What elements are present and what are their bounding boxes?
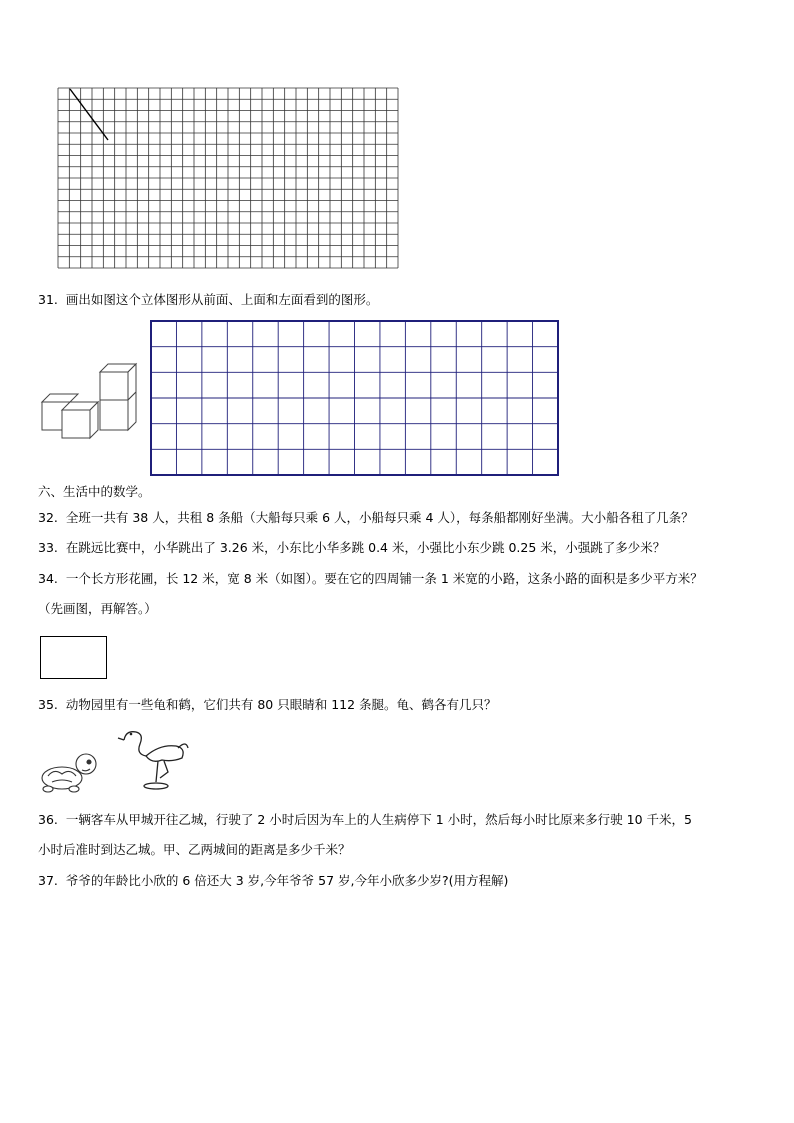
question-37: [38, 873, 508, 889]
question-text-line-1: 一辆客车从甲城开往乙城，行驶了 2 小时后因为车上的人生病停下 1 小时，然后每小时比原来多行驶 10 千米，5: [65, 812, 692, 827]
question-31: [38, 292, 378, 308]
question-number: 34.: [38, 571, 58, 586]
question-text: 全班一共有 38 人，共租 8 条船（大船每只乘 6 人，小船每只乘 4 人），每条船都刚好坐满。大小船各租了几条？: [65, 510, 694, 525]
diagonal-segment: [70, 89, 108, 140]
garden-rectangle: [40, 636, 107, 679]
question-32: [38, 510, 694, 526]
question-36-line-2: 小时后准时到达乙城。甲、乙两城间的距离是多少千米？: [38, 842, 351, 857]
question-text: 画出如图这个立体图形从前面、上面和左面看到的图形。: [65, 292, 379, 307]
question-text: 动物园里有一些龟和鹤，它们共有 80 只眼睛和 112 条腿。龟、鹤各有几只？: [65, 697, 497, 712]
q31-drawing-grid[interactable]: [150, 320, 560, 477]
crane-icon: [116, 726, 190, 792]
question-number: 35.: [38, 697, 58, 712]
question-33: [38, 540, 665, 556]
question-36: [38, 812, 692, 828]
turtle-icon: [38, 748, 100, 794]
question-number: 31.: [38, 292, 58, 307]
question-text: 一个长方形花圃，长 12 米，宽 8 米（如图）。要在它的四周铺一条 1 米宽的小路，这条小路的面积是多少平方米？: [65, 571, 703, 586]
question-number: 36.: [38, 812, 58, 827]
question-number: 37.: [38, 873, 58, 888]
question-number: 33.: [38, 540, 58, 555]
question-34: [38, 571, 703, 587]
top-drawing-grid[interactable]: [56, 86, 402, 272]
question-number: 32.: [38, 510, 58, 525]
question-35: [38, 697, 497, 713]
cube-stack-icon: [38, 360, 142, 442]
question-34-note: （先画图，再解答。）: [38, 601, 157, 616]
question-text: 爷爷的年龄比小欣的 6 倍还大 3 岁,今年爷爷 57 岁,今年小欣多少岁?(用方程解): [65, 873, 509, 888]
question-text: 在跳远比赛中，小华跳出了 3.26 米，小东比小华多跳 0.4 米，小强比小东少跳 0.25 米，小强跳了多少米？: [65, 540, 666, 555]
section-title: 六、生活中的数学。: [38, 484, 151, 499]
